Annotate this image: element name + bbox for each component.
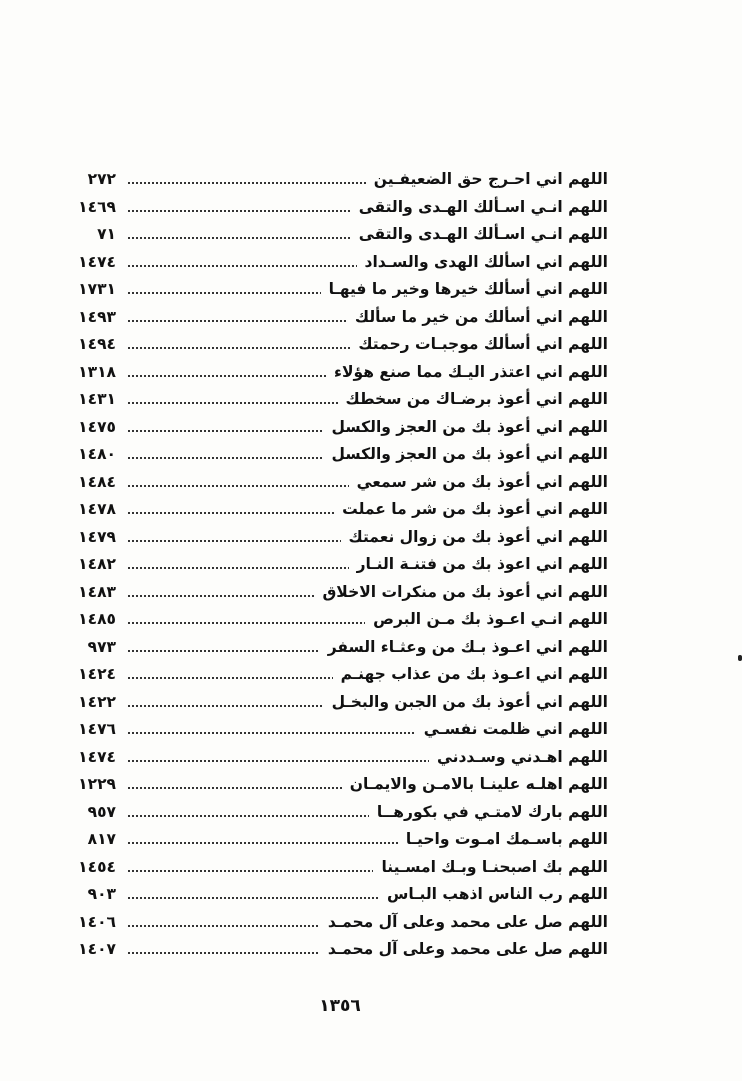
entry-title: اللهم اهلـه علينـا بالامـن والايمـان	[342, 773, 608, 795]
index-entry	[0, 441, 742, 469]
entry-page-number: ١٤٨٢	[78, 555, 116, 573]
entry-title: اللهم انـي اسـألك الهـدى والتقى	[351, 196, 608, 218]
entry-title: اللهم اني اعـوذ بك من عذاب جهنـم	[333, 663, 608, 685]
entry-title: اللهم صل على محمد وعلى آل محمـد	[320, 911, 608, 933]
entry-title: اللهم اني أعوذ بك من منكرات الاخلاق	[314, 581, 608, 603]
entry-page-number: ١٤٩٣	[78, 307, 116, 326]
index-entry	[0, 249, 742, 277]
index-entry	[0, 386, 742, 414]
entry-title: اللهم اني أعوذ بك من زوال نعمتك	[341, 526, 608, 548]
index-entry	[0, 826, 742, 854]
entry-page-number: ١٤٦٩	[78, 197, 116, 216]
entry-title: اللهم اني اسألك الهدى والسـداد	[357, 251, 608, 273]
entry-title: اللهم اني أعوذ بك من العجز والكسل	[324, 443, 609, 465]
page-number: ١٣٥٦	[319, 996, 361, 1016]
entry-page-number: ١٤٧٩	[78, 527, 116, 546]
index-entry	[0, 524, 742, 552]
entry-title: اللهم اني أسألك موجبـات رحمتك	[350, 333, 608, 355]
entry-page-number: ١٧٣١	[78, 280, 116, 298]
index-entry	[0, 414, 742, 442]
index-entry	[0, 771, 742, 799]
index-entry	[0, 936, 742, 964]
entry-title: اللهم انـي اعـوذ بك مـن البرص	[365, 608, 608, 630]
index-entry	[0, 909, 742, 937]
entry-page-number: ١٤٢٤	[78, 665, 116, 683]
entry-page-number: ١٤٨٠	[78, 445, 116, 463]
entry-page-number: ١٢٢٩	[78, 775, 116, 793]
index-entry	[0, 634, 742, 662]
entry-title: اللهم صل على محمد وعلى آل محمـد	[320, 938, 608, 960]
index-entry	[0, 579, 742, 607]
entry-page-number: ٩٠٣	[87, 885, 116, 903]
index-entry	[0, 661, 742, 689]
index-entry	[0, 716, 742, 744]
entry-page-number: ١٤٢٢	[78, 692, 116, 711]
entry-title: اللهم اني اعـوذ بـك من وعثـاء السفر	[320, 636, 608, 658]
entry-page-number: ١٣١٨	[78, 362, 116, 381]
entry-title: اللهم اهـدني وسـددني	[429, 746, 608, 768]
entry-page-number: ٨١٧	[87, 830, 116, 848]
entry-page-number: ١٤٧٤	[78, 747, 116, 766]
index-entry	[0, 744, 742, 772]
entry-page-number: ١٤٧٤	[78, 252, 116, 271]
entry-title: اللهم رب الناس اذهب البـاس	[379, 883, 608, 905]
index-entry	[0, 799, 742, 827]
entry-title: اللهم بك اصبحنـا وبـك امسـينا	[373, 856, 608, 878]
index-entry	[0, 166, 742, 194]
index-entry	[0, 331, 742, 359]
index-entry	[0, 854, 742, 882]
entry-title: اللهم اني اعوذ بك من فتنـة النـار	[349, 553, 608, 575]
entry-title: اللهم اني أعوذ برضـاك من سخطك	[338, 388, 608, 410]
entry-page-number: ٧١	[97, 225, 116, 243]
entry-title: اللهم اني أعوذ بك من الجبن والبخـل	[324, 691, 608, 713]
entry-page-number: ١٤٩٤	[78, 335, 116, 353]
entry-page-number: ١٤٧٨	[78, 500, 116, 518]
entry-title: اللهم اني أعوذ بك من شر سمعي	[349, 471, 608, 493]
entry-title: اللهم اني أسألك من خير ما سألك	[347, 306, 608, 328]
index-entry	[0, 881, 742, 909]
entry-title: اللهم انـي اسـألك الهـدى والتقى	[351, 223, 608, 245]
entry-title: اللهم اني أعوذ بك من العجز والكسل	[324, 416, 609, 438]
entry-page-number: ١٤٧٦	[78, 720, 116, 738]
index-entry	[0, 221, 742, 249]
entry-page-number: ١٤٠٧	[78, 940, 116, 958]
entry-title: اللهم اني أسألك خيرها وخير ما فيهـا	[321, 278, 608, 300]
margin-ink-speck	[738, 655, 742, 661]
index-entry	[0, 304, 742, 332]
entry-page-number: ١٤٧٥	[78, 417, 116, 436]
entry-page-number: ١٤٨٣	[78, 582, 116, 601]
entry-title: اللهم بارك لامتـي في بكورهــا	[369, 801, 608, 823]
index-list	[0, 166, 742, 964]
entry-page-number: ١٤٠٦	[78, 912, 116, 931]
index-entry	[0, 689, 742, 717]
entry-page-number: ١٤٨٥	[78, 610, 116, 628]
entry-title: اللهم اني احـرج حق الضعيفـين	[366, 168, 608, 190]
index-entry	[0, 469, 742, 497]
entry-page-number: ١٤٣١	[78, 390, 116, 408]
index-entry	[0, 551, 742, 579]
index-entry	[0, 276, 742, 304]
index-entry	[0, 194, 742, 222]
entry-title: اللهم اني أعوذ بك من شر ما عملت	[334, 498, 608, 520]
entry-title: اللهم اني اعتذر اليـك مما صنع هؤلاء	[326, 361, 608, 383]
entry-title: اللهم اني ظلمت نفسـي	[416, 718, 608, 740]
index-entry	[0, 606, 742, 634]
entry-title: اللهم باسـمك امـوت واحيـا	[398, 828, 608, 850]
index-entry	[0, 359, 742, 387]
entry-page-number: ٩٥٧	[87, 802, 116, 821]
entry-page-number: ١٤٨٤	[78, 472, 116, 491]
entry-page-number: ٩٧٣	[87, 637, 116, 656]
entry-page-number: ١٤٥٤	[78, 857, 116, 876]
index-entry	[0, 496, 742, 524]
entry-page-number: ٢٧٢	[87, 170, 116, 188]
